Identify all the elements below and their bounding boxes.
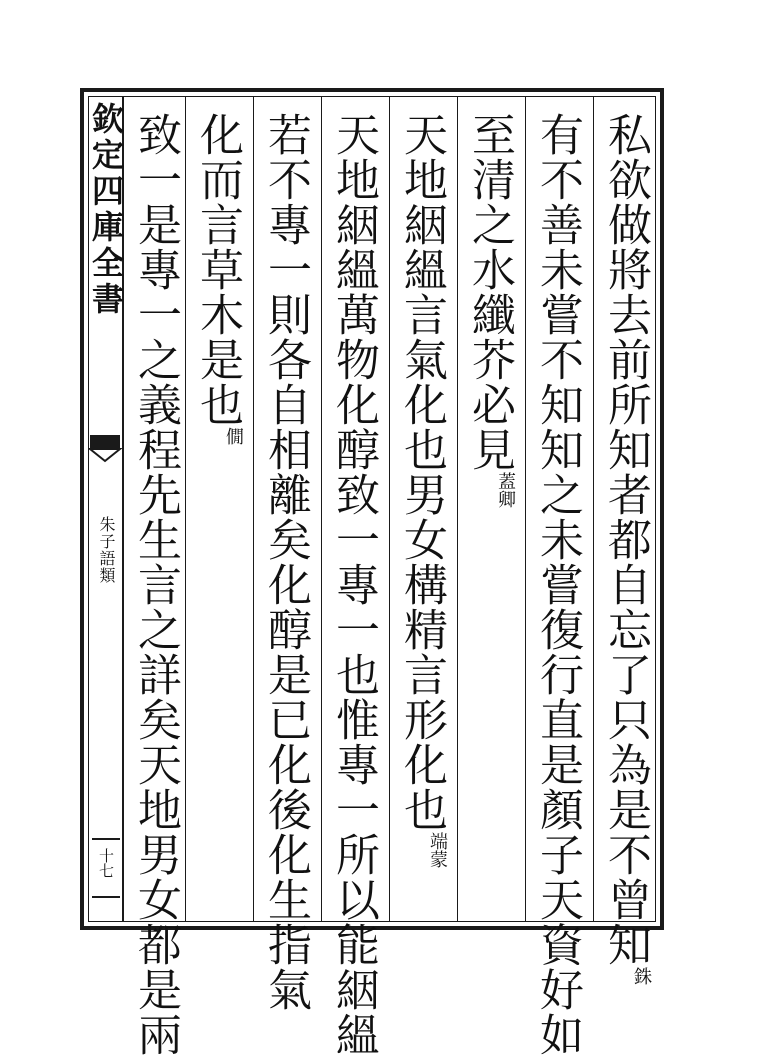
column-divider — [389, 96, 390, 922]
column-text: 致一是專一之義程先生言之詳矣天地男女都是兩 — [130, 112, 181, 1057]
column-text: 私欲做將去前所知者都自忘了只為是不曾知 — [600, 112, 651, 967]
text-column — [598, 112, 652, 985]
speaker-note: 端蒙 — [427, 832, 448, 868]
text-column — [326, 112, 380, 1057]
column-divider — [253, 96, 254, 922]
column-divider — [185, 96, 186, 922]
text-column — [258, 112, 312, 1012]
column-divider — [321, 96, 322, 922]
column-text: 天地絪縕萬物化醇致一專一也惟專一所以能絪縕 — [328, 112, 379, 1057]
page-number-rule-bottom — [92, 896, 120, 898]
text-column — [394, 112, 448, 868]
column-text: 至清之水纖芥必見 — [464, 112, 515, 472]
collection-title: 欽定四庫全書 — [87, 102, 125, 318]
side-strip — [88, 96, 124, 922]
column-divider — [593, 96, 594, 922]
text-column — [128, 112, 182, 1057]
speaker-note: 蓋卿 — [495, 472, 516, 508]
speaker-note: 僩 — [223, 427, 244, 445]
column-text: 有不善未嘗不知知之未嘗復行直是顏子天資好如 — [532, 112, 583, 1057]
book-title: 朱子語類 — [97, 516, 116, 584]
fish-tail-ornament-icon — [88, 431, 122, 465]
page-number-rule-top — [92, 838, 120, 840]
text-column — [190, 112, 244, 445]
text-column — [462, 112, 516, 508]
page-number: 十七 — [97, 848, 115, 878]
column-divider — [525, 96, 526, 922]
column-text: 天地絪縕言氣化也男女構精言形化也 — [396, 112, 447, 832]
column-text: 若不專一則各自相離矣化醇是已化後化生指氣 — [260, 112, 311, 1012]
column-text: 化而言草木是也 — [192, 112, 243, 427]
speaker-note: 銖 — [631, 967, 652, 985]
text-column — [530, 112, 584, 1057]
column-divider — [457, 96, 458, 922]
